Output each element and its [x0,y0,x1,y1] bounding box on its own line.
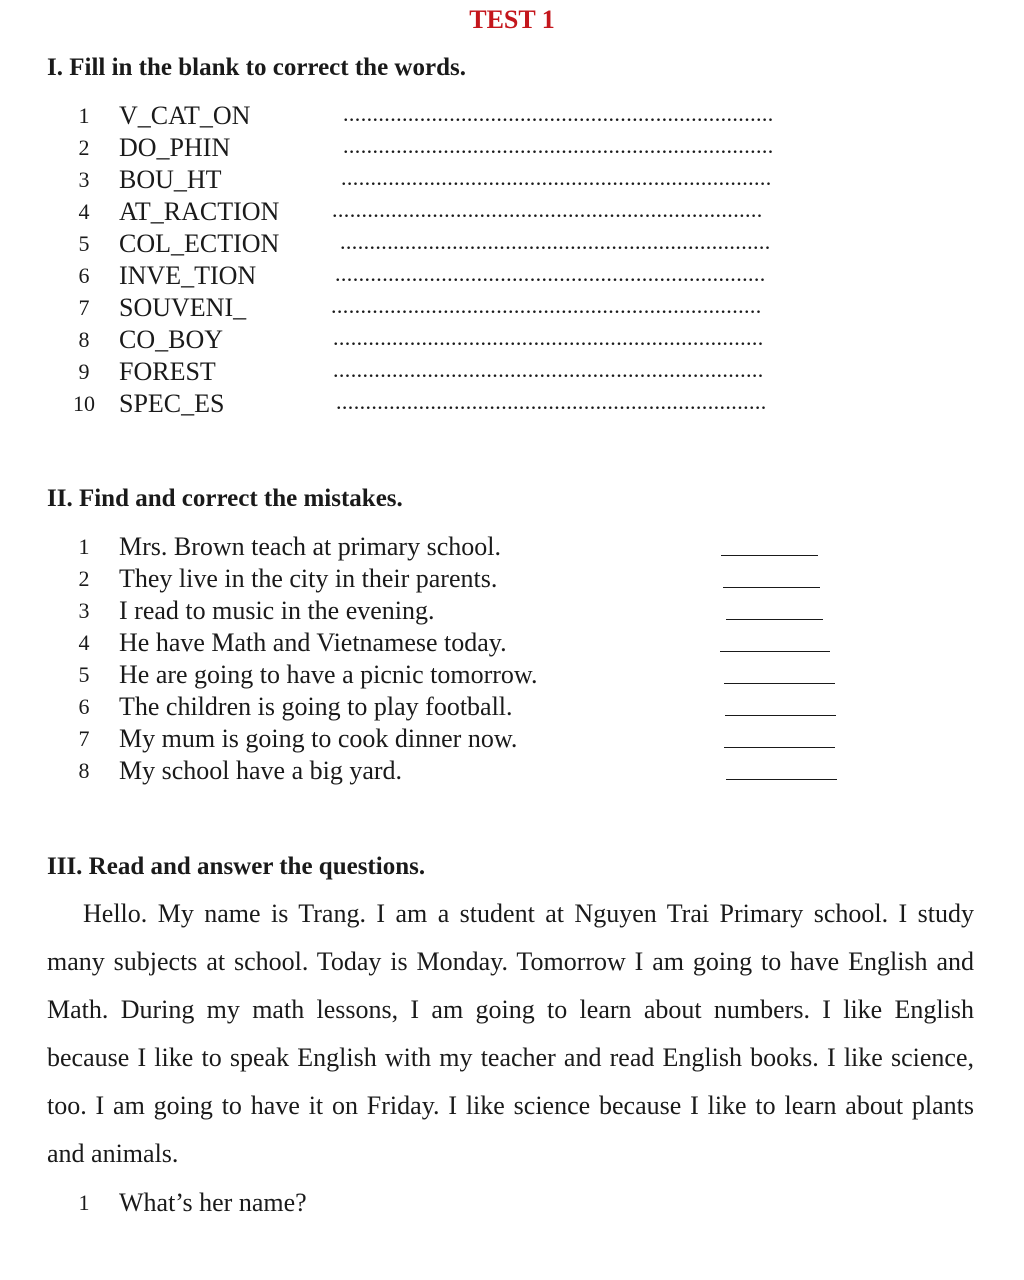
answer-blank-line[interactable] [723,587,820,588]
item-word: DO_PHIN [119,133,231,162]
item-number: 2 [78,566,90,591]
item-number: 4 [78,630,90,655]
item-sentence: They live in the city in their parents. [119,564,498,593]
item-number: 8 [78,327,90,352]
answer-blank-line[interactable] [721,555,818,556]
item-word: SPEC_ES [119,389,225,418]
item-sentence: He are going to have a picnic tomorrow. [119,660,538,689]
list-item [0,356,1024,388]
answer-blank-line[interactable] [720,651,830,652]
list-item [0,691,1024,723]
answer-dotted-line[interactable] [340,228,770,256]
item-number: 3 [78,598,90,623]
item-sentence: I read to music in the evening. [119,596,435,625]
list-item [0,755,1024,787]
list-item [0,132,1024,164]
list-item [0,563,1024,595]
list-item [0,196,1024,228]
answer-blank-line[interactable] [724,683,835,684]
item-word: FOREST [119,357,216,386]
list-item [0,228,1024,260]
item-number: 3 [78,167,90,192]
answer-dotted-line[interactable] [333,356,763,384]
list-item [0,260,1024,292]
answer-blank-line[interactable] [725,715,836,716]
section-3-heading: III. Read and answer the questions. [47,853,426,880]
list-item [0,388,1024,420]
item-sentence: He have Math and Vietnamese today. [119,628,507,657]
list-item [0,595,1024,627]
item-number: 6 [78,694,90,719]
question-text: What’s her name? [119,1188,307,1217]
item-sentence: My mum is going to cook dinner now. [119,724,518,753]
item-sentence: My school have a big yard. [119,756,403,785]
list-item [0,324,1024,356]
item-number: 9 [78,359,90,384]
answer-dotted-line[interactable] [331,292,761,320]
answer-dotted-line[interactable] [341,164,771,192]
answer-dotted-line[interactable] [343,100,773,128]
item-word: CO_BOY [119,325,224,354]
item-number: 8 [78,758,90,783]
item-number: 5 [78,662,90,687]
item-word: COL_ECTION [119,229,280,258]
list-item [0,659,1024,691]
list-item [0,531,1024,563]
item-sentence: Mrs. Brown teach at primary school. [119,532,501,561]
answer-blank-line[interactable] [726,779,837,780]
answer-blank-line[interactable] [724,747,835,748]
reading-passage: Hello. My name is Trang. I am a student at Nguyen Trai Primary school. I study many subjects at school. Today is Monday. Tomorrow I am going to have English and Math. During my math lessons, I am going to learn about numbers. I like English because I like to speak English with my teacher and read English books. I like science, too. I am going to have it on Friday. I like science because I like to learn about plants and animals. [47,899,974,1168]
section-2-heading: II. Find and correct the mistakes. [47,485,403,512]
question-item [0,1187,1024,1219]
answer-dotted-line[interactable] [335,260,765,288]
item-number: 5 [78,231,90,256]
item-number: 1 [78,103,90,128]
item-number: 7 [78,295,90,320]
item-word: BOU_HT [119,165,222,194]
item-word: V_CAT_ON [119,101,251,130]
test-title: TEST 1 [469,5,555,34]
item-number: 10 [73,391,95,416]
item-number: 1 [78,534,90,559]
item-number: 4 [78,199,90,224]
item-word: AT_RACTION [119,197,280,226]
list-item [0,627,1024,659]
list-item [0,723,1024,755]
answer-dotted-line[interactable] [343,132,773,160]
item-sentence: The children is going to play football. [119,692,513,721]
item-number: 6 [78,263,90,288]
section-1-heading: I. Fill in the blank to correct the words. [47,54,466,81]
list-item [0,164,1024,196]
answer-dotted-line[interactable] [333,324,763,352]
item-word: SOUVENI_ [119,293,247,322]
answer-dotted-line[interactable] [336,388,766,416]
list-item [0,100,1024,132]
answer-dotted-line[interactable] [332,196,762,224]
item-word: INVE_TION [119,261,257,290]
answer-blank-line[interactable] [726,619,823,620]
list-item [0,292,1024,324]
item-number: 2 [78,135,90,160]
question-number: 1 [78,1190,90,1215]
item-number: 7 [78,726,90,751]
